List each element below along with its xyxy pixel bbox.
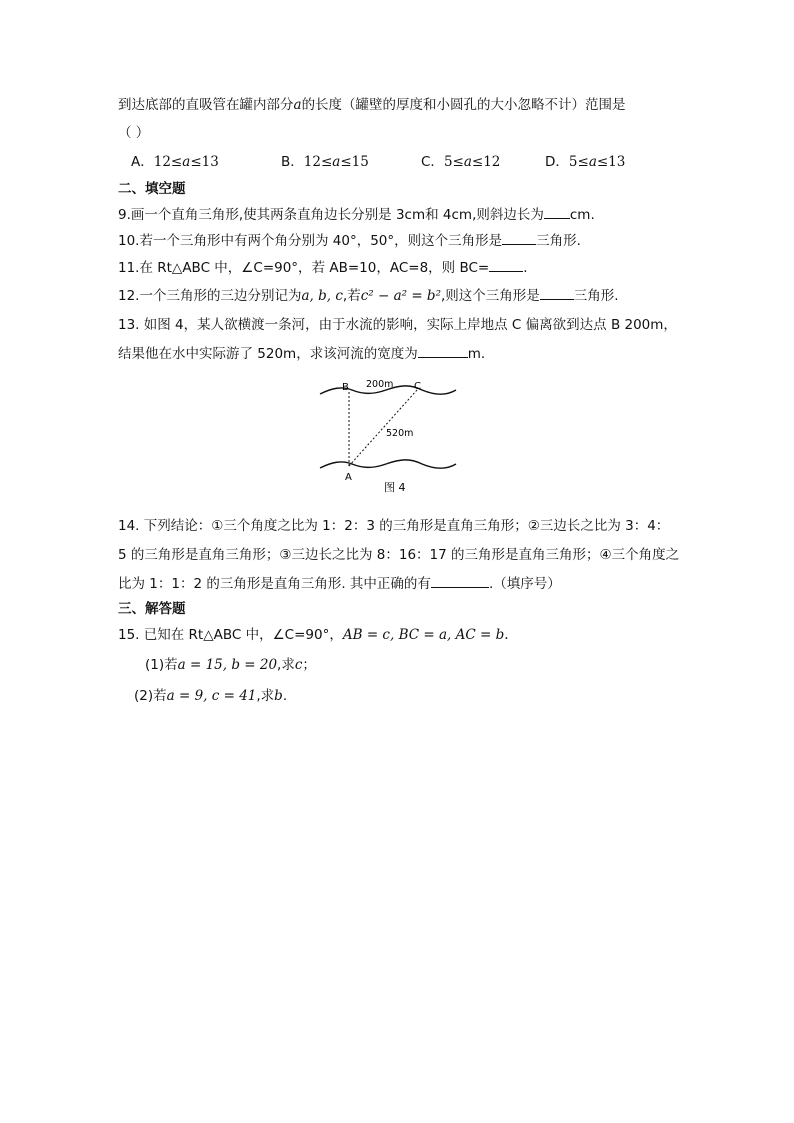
q10-blank[interactable] <box>502 232 536 245</box>
q9-blank[interactable] <box>544 206 570 219</box>
q15-part2: (2)若a = 9, c = 41,求b. <box>134 688 288 704</box>
section-answer-heading: 三、解答题 <box>118 601 186 617</box>
q15-definitions: AB = c, BC = a, AC = b. <box>342 627 509 643</box>
label-200m: 200m <box>366 379 394 390</box>
label-b: B <box>342 382 349 393</box>
q13-line2: 结果他在水中实际游了 520m，求该河流的宽度为 m. <box>118 346 486 362</box>
q14-line3: 比为 1：1：2 的三角形是直角三角形. 其中正确的有 .（填序号） <box>118 576 561 592</box>
q8-options <box>131 153 625 171</box>
river-bottom-bank <box>320 460 456 468</box>
q12-sides: a, b, c <box>301 288 343 304</box>
q9: 9.画一个直角三角形,使其两条直角边长分别是 3cm和 4cm,则斜边长为 cm. <box>118 207 595 223</box>
q14-blank[interactable] <box>431 575 489 588</box>
figure-caption: 图 4 <box>384 481 406 494</box>
q15: 15. 已知在 Rt△ABC 中，∠C=90°，AB = c, BC = a, AC = b. <box>118 627 509 643</box>
label-c: C <box>414 381 421 392</box>
q8-var: a <box>293 97 302 113</box>
q8-option-a: A．12≤a≤13 <box>131 154 219 170</box>
q13-blank[interactable] <box>418 345 468 358</box>
section-fill-in-heading: 二、填空题 <box>118 181 186 197</box>
q8-option-b: B．12≤a≤15 <box>281 154 369 170</box>
q11: 11.在 Rt△ABC 中，∠C=90°，若 AB=10，AC=8，则 BC= . <box>118 260 528 276</box>
q12-equation: c² − a² = b² <box>360 288 441 304</box>
q14-line2: 5 的三角形是直角三角形；③三边长之比为 8：16：17 的三角形是直角三角形；④三个角度之 <box>118 547 680 563</box>
q8-option-c: C．5≤a≤12 <box>421 154 501 170</box>
label-a: A <box>345 472 352 483</box>
q14-line1: 14. 下列结论：①三个角度之比为 1：2：3 的三角形是直角三角形；②三边长之比为 3：4： <box>118 518 670 534</box>
q8-paren: （ ） <box>118 125 150 141</box>
q12-blank[interactable] <box>540 287 574 300</box>
q11-blank[interactable] <box>489 259 523 272</box>
q8-line1 <box>118 96 626 114</box>
river-diagram <box>316 378 466 496</box>
q8-text: 到达底部的直吸管在罐内部分 <box>118 97 294 113</box>
q10: 10.若一个三角形中有两个角分别为 40°，50°，则这个三角形是 三角形. <box>118 233 581 249</box>
label-520m: 520m <box>386 428 414 439</box>
q8-text-rest: 的长度（罐壁的厚度和小圆孔的大小忽略不计）范围是 <box>301 97 626 113</box>
q13-line1: 13. 如图 4，某人欲横渡一条河，由于水流的影响，实际上岸地点 C 偏离欲到达点 B 200m， <box>118 317 677 333</box>
q8-option-d: D．5≤a≤13 <box>545 154 626 170</box>
q15-part1: (1)若a = 15, b = 20,求c； <box>145 657 316 673</box>
q12: 12.一个三角形的三边分别记为a, b, c,若c² − a² = b²,则这个三角形是 三角形. <box>118 288 619 304</box>
